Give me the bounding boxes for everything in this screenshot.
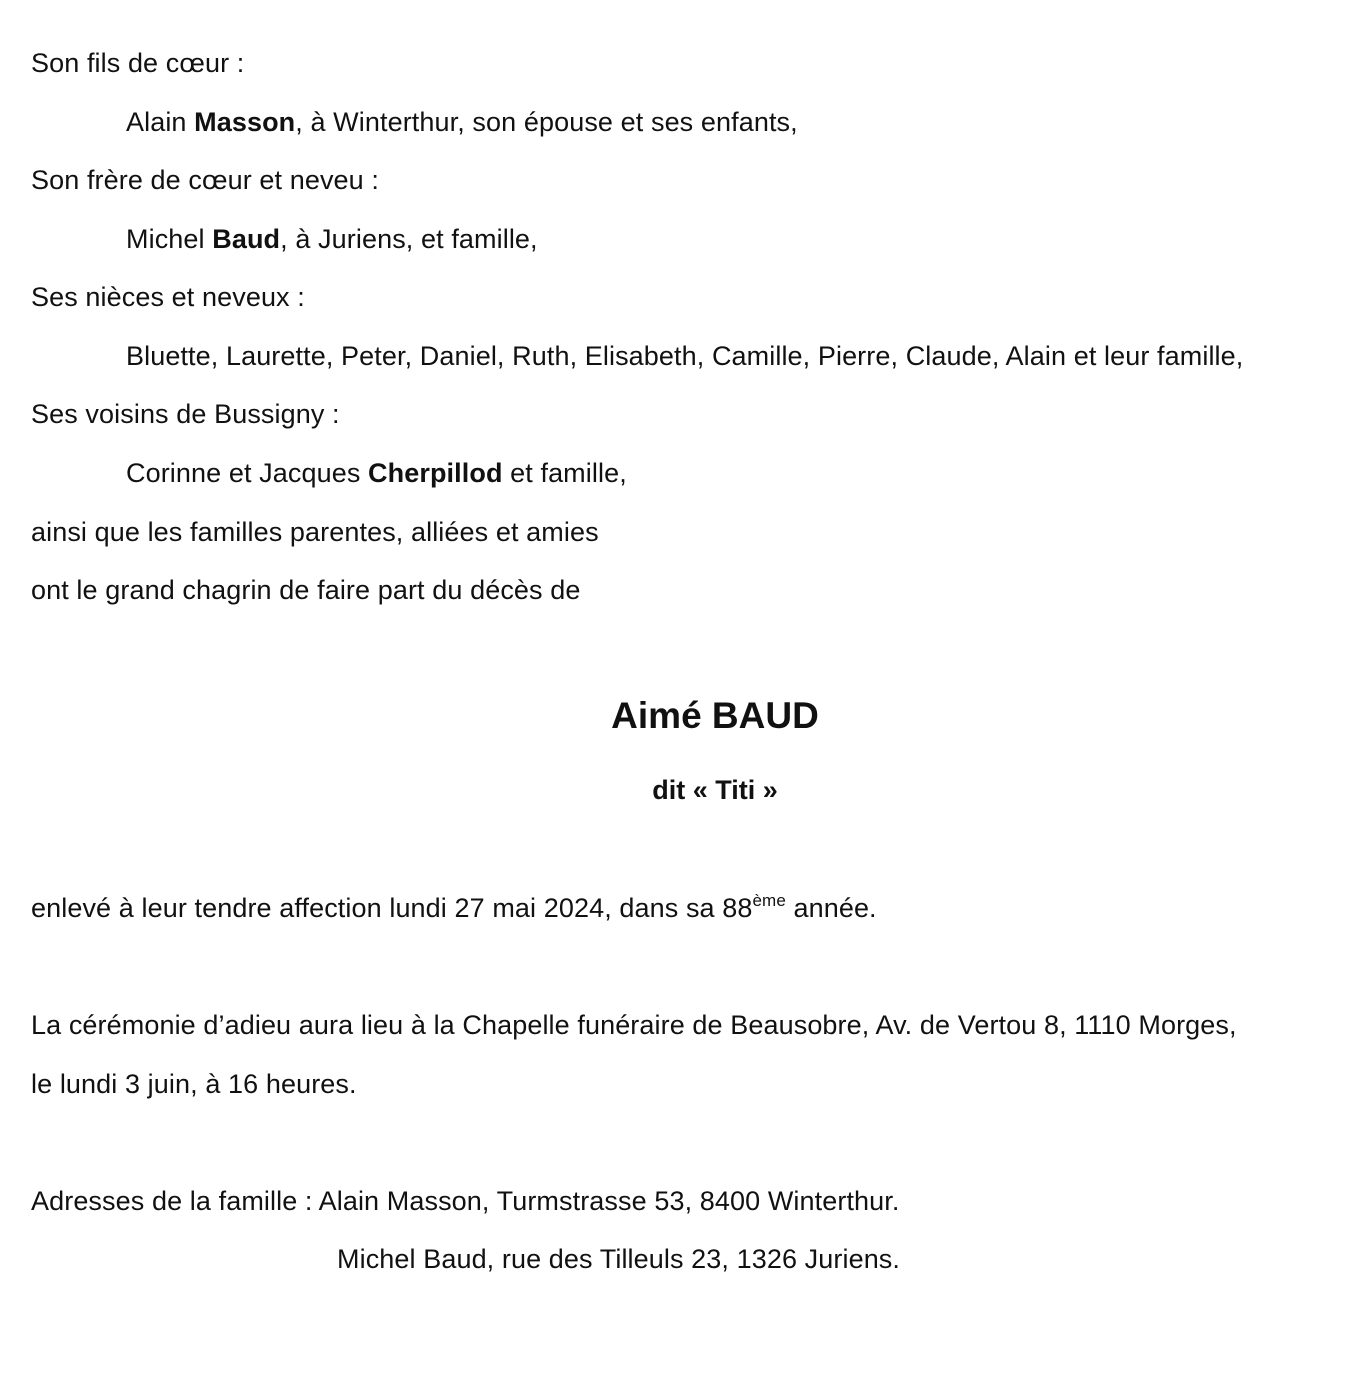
ceremony-line-1: La cérémonie d’adieu aura lieu à la Chapelle funéraire de Beausobre, Av. de Vertou 8, 1110 Morges, xyxy=(31,1010,1237,1040)
frere-heading: Son frère de cœur et neveu : xyxy=(31,165,379,195)
families-line: ainsi que les familles parentes, alliées et amies xyxy=(31,517,599,547)
address-line-1: Adresses de la famille : Alain Masson, Turmstrasse 53, 8400 Winterthur. xyxy=(31,1186,900,1216)
ordinal-superscript: ème xyxy=(752,891,786,910)
voisins-surname: Cherpillod xyxy=(368,458,503,488)
voisins-details: et famille, xyxy=(502,458,627,488)
fils-heading: Son fils de cœur : xyxy=(31,48,245,78)
address-line-2: Michel Baud, rue des Tilleuls 23, 1326 Juriens. xyxy=(337,1244,901,1274)
voisins-heading: Ses voisins de Bussigny : xyxy=(31,399,340,429)
death-text: enlevé à leur tendre affection lundi 27 mai 2024, dans sa 88 xyxy=(31,893,753,923)
deceased-nickname: dit « Titi » xyxy=(652,775,778,805)
frere-first-name: Michel xyxy=(126,224,213,254)
deceased-name: Aimé BAUD xyxy=(611,695,819,736)
fils-line xyxy=(126,105,798,139)
announce-line: ont le grand chagrin de faire part du décès de xyxy=(31,575,581,605)
fils-details: , à Winterthur, son épouse et ses enfants, xyxy=(295,107,798,137)
ceremony-line-2: le lundi 3 juin, à 16 heures. xyxy=(31,1069,357,1099)
death-text-end: année. xyxy=(785,893,877,923)
death-line xyxy=(31,891,877,925)
nieces-names: Bluette, Laurette, Peter, Daniel, Ruth, Elisabeth, Camille, Pierre, Claude, Alain et leur famille, xyxy=(126,341,1244,371)
frere-details: , à Juriens, et famille, xyxy=(280,224,538,254)
voisins-first-names: Corinne et Jacques xyxy=(126,458,369,488)
frere-line xyxy=(126,222,538,256)
nieces-heading: Ses nièces et neveux : xyxy=(31,282,305,312)
voisins-line xyxy=(126,456,627,490)
fils-surname: Masson xyxy=(194,107,296,137)
fils-first-name: Alain xyxy=(126,107,195,137)
frere-surname: Baud xyxy=(212,224,281,254)
